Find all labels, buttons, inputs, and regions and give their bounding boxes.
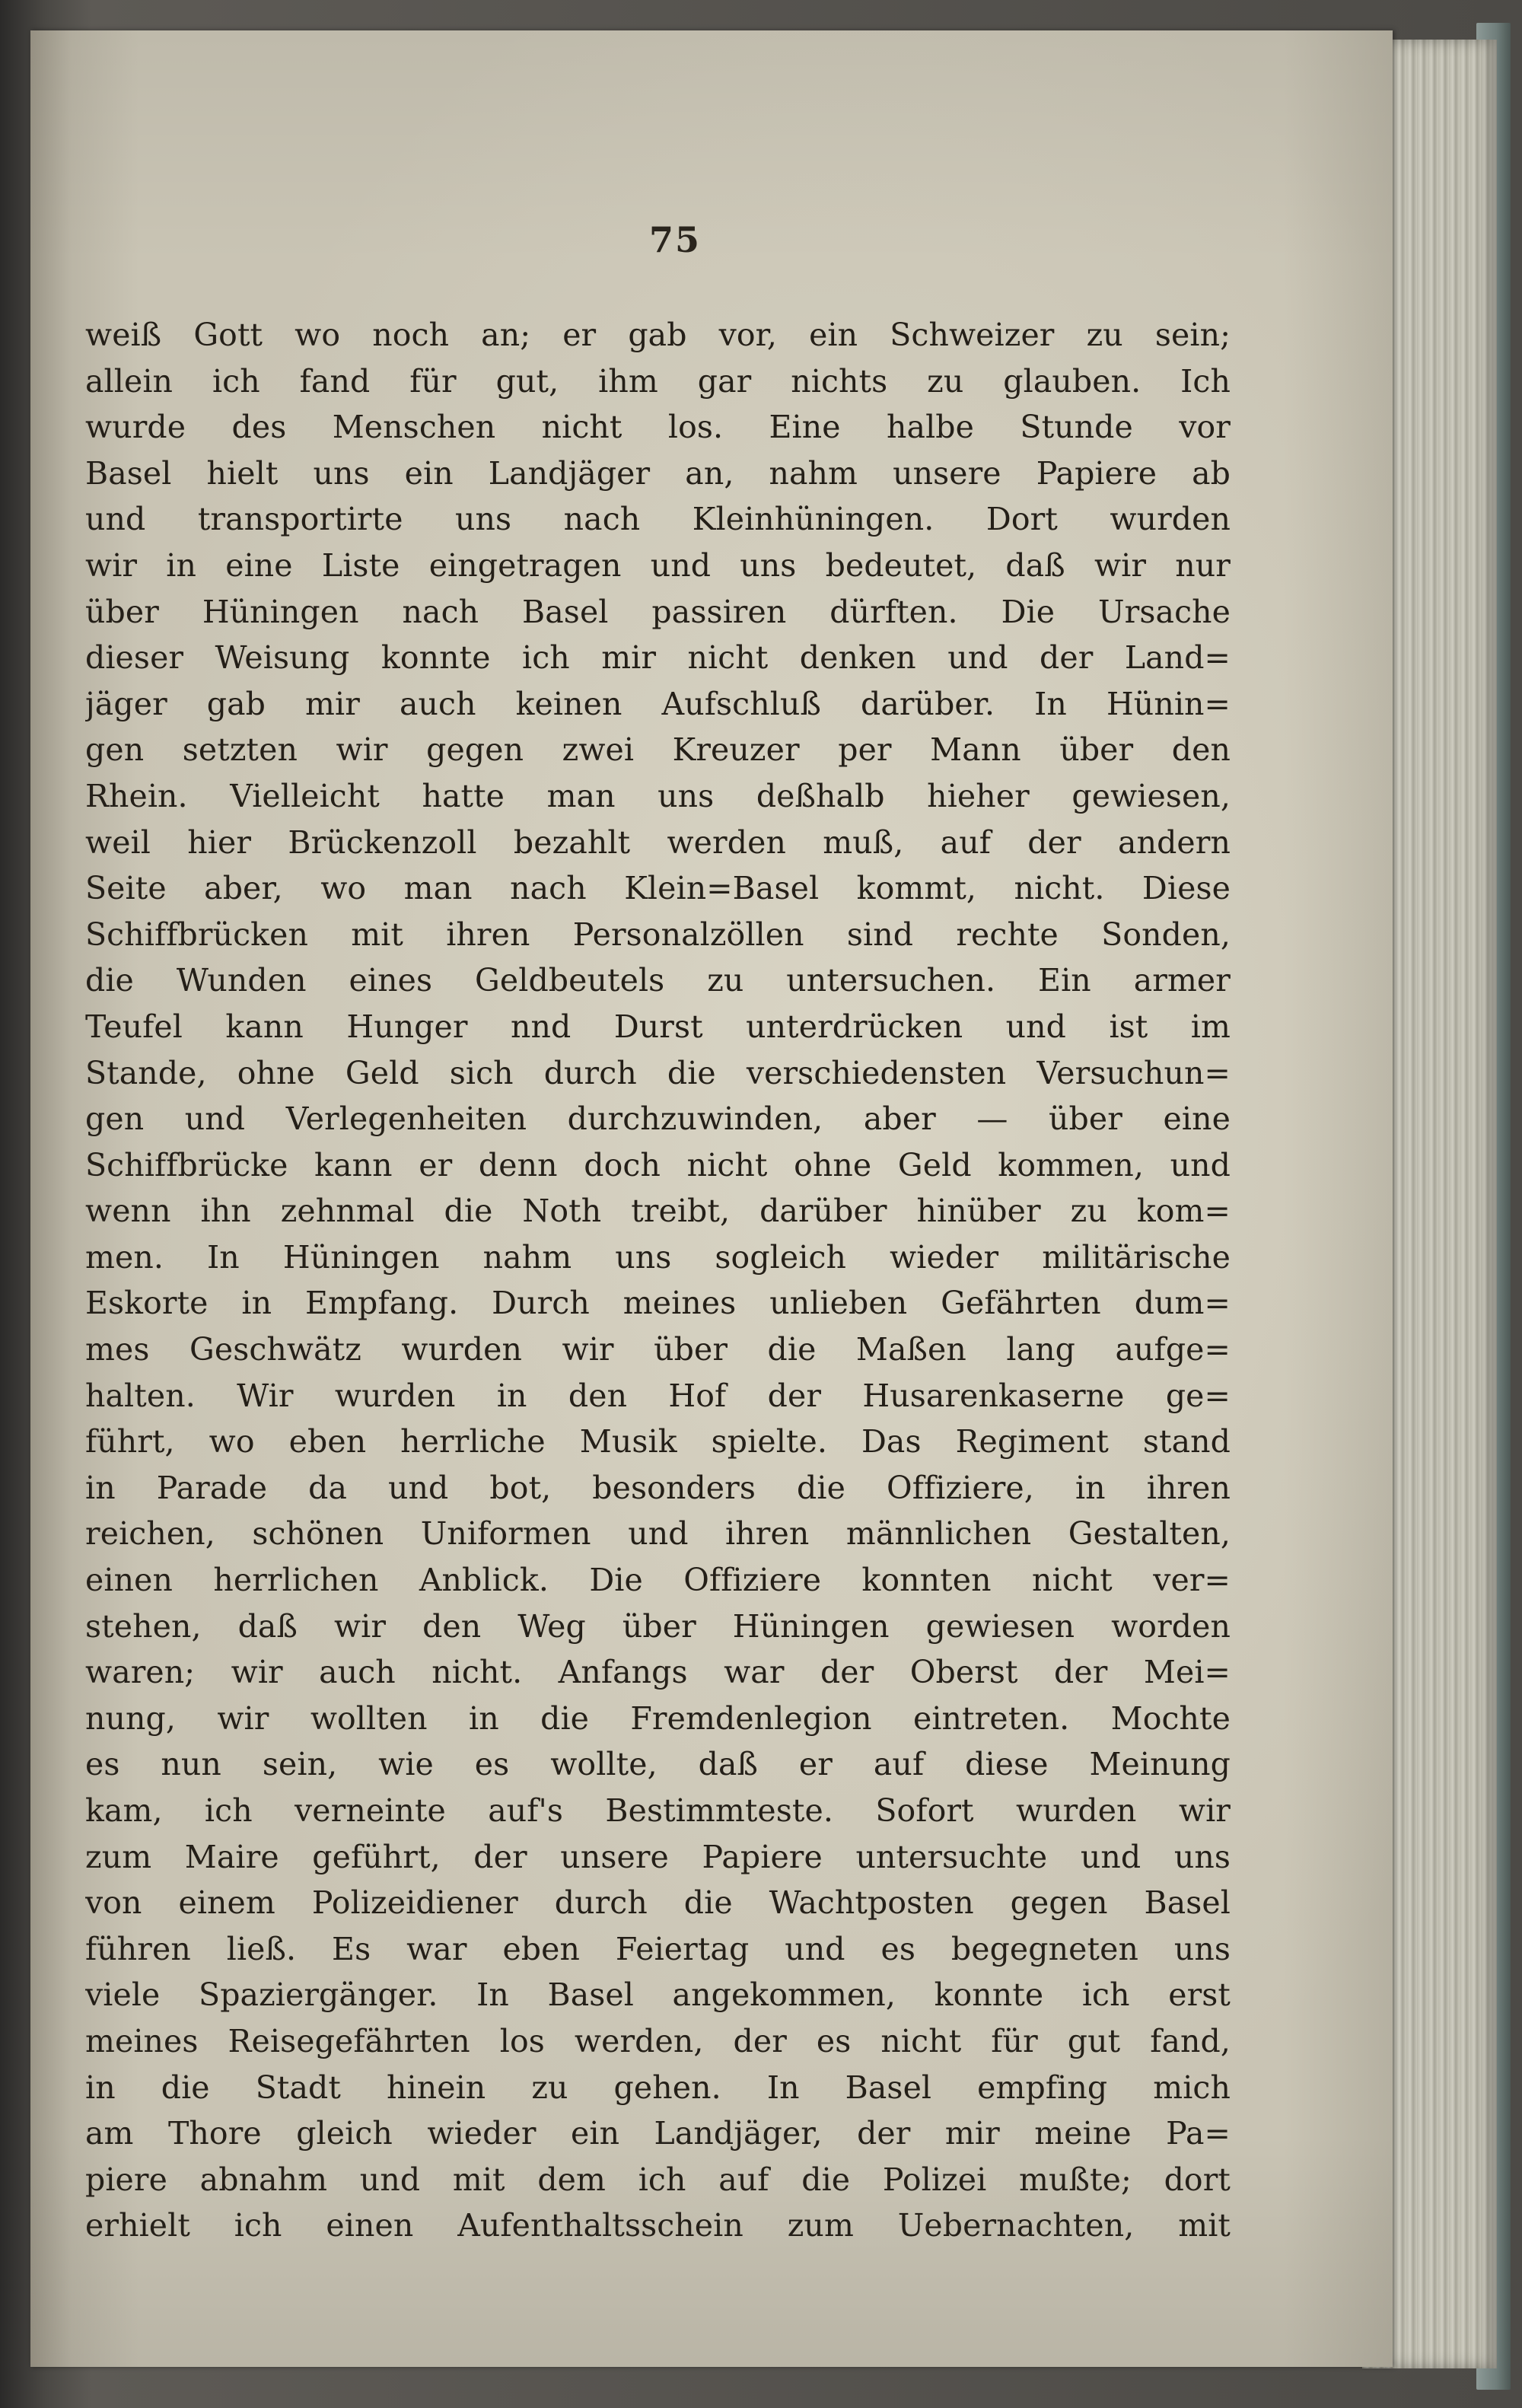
text-line: mes Geschwätz wurden wir über die Maßen lang aufge= [85, 1331, 1231, 1368]
text-line: nung, wir wollten in die Fremdenlegion eintreten. Mochte [85, 1699, 1231, 1737]
text-line: allein ich fand für gut, ihm gar nichts zu glauben. Ich [85, 362, 1231, 400]
text-line: gen setzten wir gegen zwei Kreuzer per Mann über den [85, 731, 1231, 769]
text-line: die Wunden eines Geldbeutels zu untersuchen. Ein armer [85, 962, 1231, 999]
text-line: men. In Hüningen nahm uns sogleich wieder militärische [85, 1238, 1231, 1276]
text-line: Teufel kann Hunger nnd Durst unterdrücken und ist im [85, 1008, 1231, 1045]
text-line: meines Reisegefährten los werden, der es nicht für gut fand, [85, 2022, 1231, 2059]
text-line: zum Maire geführt, der unsere Papiere untersuchte und uns [85, 1838, 1231, 1875]
page-number: 75 [648, 219, 701, 260]
text-line: stehen, daß wir den Weg über Hüningen gewiesen worden [85, 1607, 1231, 1645]
text-line: Eskorte in Empfang. Durch meines unlieben Gefährten dum= [85, 1285, 1231, 1322]
text-line: in Parade da und bot, besonders die Offiziere, in ihren [85, 1469, 1231, 1506]
text-line: viele Spaziergänger. In Basel angekommen, konnte ich erst [85, 1976, 1231, 2014]
text-line: weil hier Brückenzoll bezahlt werden muß, auf der andern [85, 823, 1231, 861]
text-line: führt, wo eben herrliche Musik spielte. Das Regiment stand [85, 1423, 1231, 1460]
text-line: halten. Wir wurden in den Hof der Husarenkaserne ge= [85, 1377, 1231, 1414]
book-page [30, 30, 1393, 2367]
text-line: Rhein. Vielleicht hatte man uns deßhalb hieher gewiesen, [85, 777, 1231, 814]
text-line: einen herrlichen Anblick. Die Offiziere konnten nicht ver= [85, 1562, 1231, 1599]
text-line: reichen, schönen Uniformen und ihren männlichen Gestalten, [85, 1515, 1231, 1553]
text-line: jäger gab mir auch keinen Aufschluß darüber. In Hünin= [85, 685, 1231, 722]
text-line: Schiffbrücke kann er denn doch nicht ohne Geld kommen, und [85, 1146, 1231, 1183]
text-line: von einem Polizeidiener durch die Wachtposten gegen Basel [85, 1884, 1231, 1922]
body-text [85, 312, 1231, 2249]
text-line: waren; wir auch nicht. Anfangs war der Oberst der Mei= [85, 1654, 1231, 1691]
text-line: wir in eine Liste eingetragen und uns bedeutet, daß wir nur [85, 546, 1231, 584]
text-line: wenn ihn zehnmal die Noth treibt, darüber hinüber zu kom= [85, 1193, 1231, 1230]
text-line: wurde des Menschen nicht los. Eine halbe Stunde vor [85, 409, 1231, 446]
text-line: gen und Verlegenheiten durchzuwinden, aber — über eine [85, 1100, 1231, 1138]
text-line: dieser Weisung konnte ich mir nicht denken und der Land= [85, 639, 1231, 677]
text-line: führen ließ. Es war eben Feiertag und es begegneten uns [85, 1930, 1231, 1967]
text-line: Schiffbrücken mit ihren Personalzöllen sind rechte Sonden, [85, 916, 1231, 953]
text-line: kam, ich verneinte auf's Bestimmteste. Sofort wurden wir [85, 1792, 1231, 1829]
text-line: Seite aber, wo man nach Klein=Basel kommt, nicht. Diese [85, 870, 1231, 907]
text-line: über Hüningen nach Basel passiren dürften. Die Ursache [85, 593, 1231, 630]
text-line: und transportirte uns nach Kleinhüningen. Dort wurden [85, 501, 1231, 538]
text-line: in die Stadt hinein zu gehen. In Basel empfing mich [85, 2069, 1231, 2106]
text-line: erhielt ich einen Aufenthaltsschein zum Uebernachten, mit [85, 2207, 1231, 2244]
text-line: Basel hielt uns ein Landjäger an, nahm unsere Papiere ab [85, 454, 1231, 492]
text-line: weiß Gott wo noch an; er gab vor, ein Schweizer zu sein; [85, 317, 1231, 353]
text-line: piere abnahm und mit dem ich auf die Polizei mußte; dort [85, 2161, 1231, 2198]
text-line: Stande, ohne Geld sich durch die verschiedensten Versuchun= [85, 1054, 1231, 1091]
text-line: am Thore gleich wieder ein Landjäger, der mir meine Pa= [85, 2115, 1231, 2152]
text-line: es nun sein, wie es wollte, daß er auf diese Meinung [85, 1746, 1231, 1783]
